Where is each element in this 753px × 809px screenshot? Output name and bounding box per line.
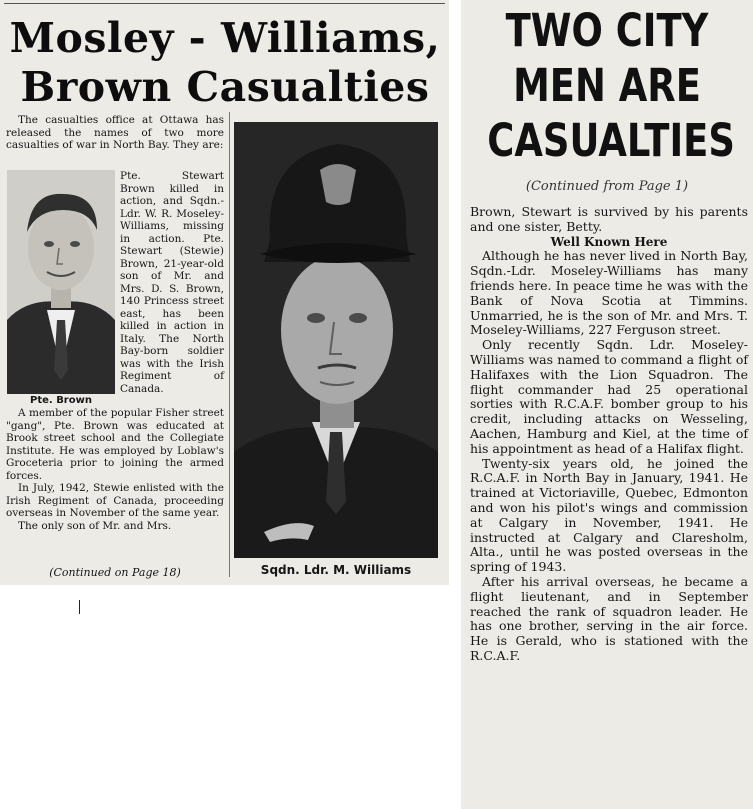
narrow-column-text: Pte. Stewart Brown killed in action, and Sqdn.-Ldr. W. R. Moseley-Williams, missing in action. Pte. Stewart (Stewie) Brown, 21-year-old son of Mr. and Mrs. D. S. Brown, 140 Princess street east, has been killed in action in Italy. The North Bay-born soldier was with the Irish Regiment of Canada. (120, 170, 224, 395)
lead-paragraph: Brown, Stewart is survived by his parents and one sister, Betty. (470, 204, 748, 234)
brown-article-body (6, 407, 224, 532)
subhead-well-known-here: Well Known Here (550, 234, 668, 249)
right-headline-line1: TWO CITY (505, 4, 709, 57)
body-paragraph: Although he has never lived in North Bay, Sqdn.-Ldr. Moseley-Williams has many friends here. In peace time he was with the Bank of Nova Scotia at Timmins. Unmarried, he is the son of Mr. and Mrs. T. Moseley-Williams, 227 Ferguson street. (470, 248, 748, 338)
intro-paragraph: The casualties office at Ottawa has released the names of two more casualties of war in North Bay. They are: (6, 114, 224, 151)
body-paragraph: A member of the popular Fisher street "gang", Pte. Brown was educated at Brook street school and the Collegiate Institute. He was employed by Loblaw's Groceteria prior to joining the armed forces. (6, 407, 224, 482)
body-paragraph: In July, 1942, Stewie enlisted with the Irish Regiment of Canada, proceeding overseas in November of the same year. (6, 482, 224, 519)
body-paragraph: Only recently Sqdn. Ldr. Moseley-Williams was named to command a flight of Halifaxes with the Lion Squadron. The flight commander had 25 operational sorties with R.C.A.F. bomber group to his credit, including attacks on Wesseling, Aachen, Hamburg and Kiel, at the time of his appointment as head of a Halifax flight. (470, 337, 748, 456)
body-paragraph: After his arrival overseas, he became a flight lieutenant, and in September reached the rank of squadron leader. He has one brother, serving in the air force. He is Gerald, who is stationed with the R.C.A.F. (470, 573, 748, 663)
continued-on-page: (Continued on Page 18) (49, 566, 181, 579)
left-headline-line1: Mosley - Williams, (9, 14, 441, 62)
left-headline-line2: Brown Casualties (20, 63, 430, 111)
right-headline-line3: CASUALTIES (487, 114, 735, 167)
right-clipping (461, 0, 753, 809)
body-paragraph: Twenty-six years old, he joined the R.C.A.F. in North Bay in January, 1941. He trained at Victoriaville, Quebec, Edmonton and won his pilot's wings and commission at Calgary in November, 1941. He instructed at Calgary and Claresholm, Alta., until he was posted overseas in the spring of 1943. (470, 455, 748, 575)
left-clipping (0, 0, 449, 585)
caption-pte-brown: Pte. Brown (30, 395, 92, 406)
left-headline (5, 14, 445, 112)
right-headline-line2: MEN ARE (513, 59, 701, 112)
text-cursor (79, 600, 80, 614)
photo-pte-brown (7, 170, 115, 394)
body-paragraph: The only son of Mr. and Mrs. (18, 519, 172, 532)
continued-from-page: (Continued from Page 1) (525, 179, 689, 194)
caption-sqdn-ldr-williams: Sqdn. Ldr. M. Williams (260, 563, 412, 577)
column-rule (229, 112, 230, 577)
right-article-body (470, 205, 748, 664)
right-headline (487, 3, 735, 168)
top-rule (4, 3, 445, 4)
photo-sqdn-ldr-williams (234, 122, 438, 558)
